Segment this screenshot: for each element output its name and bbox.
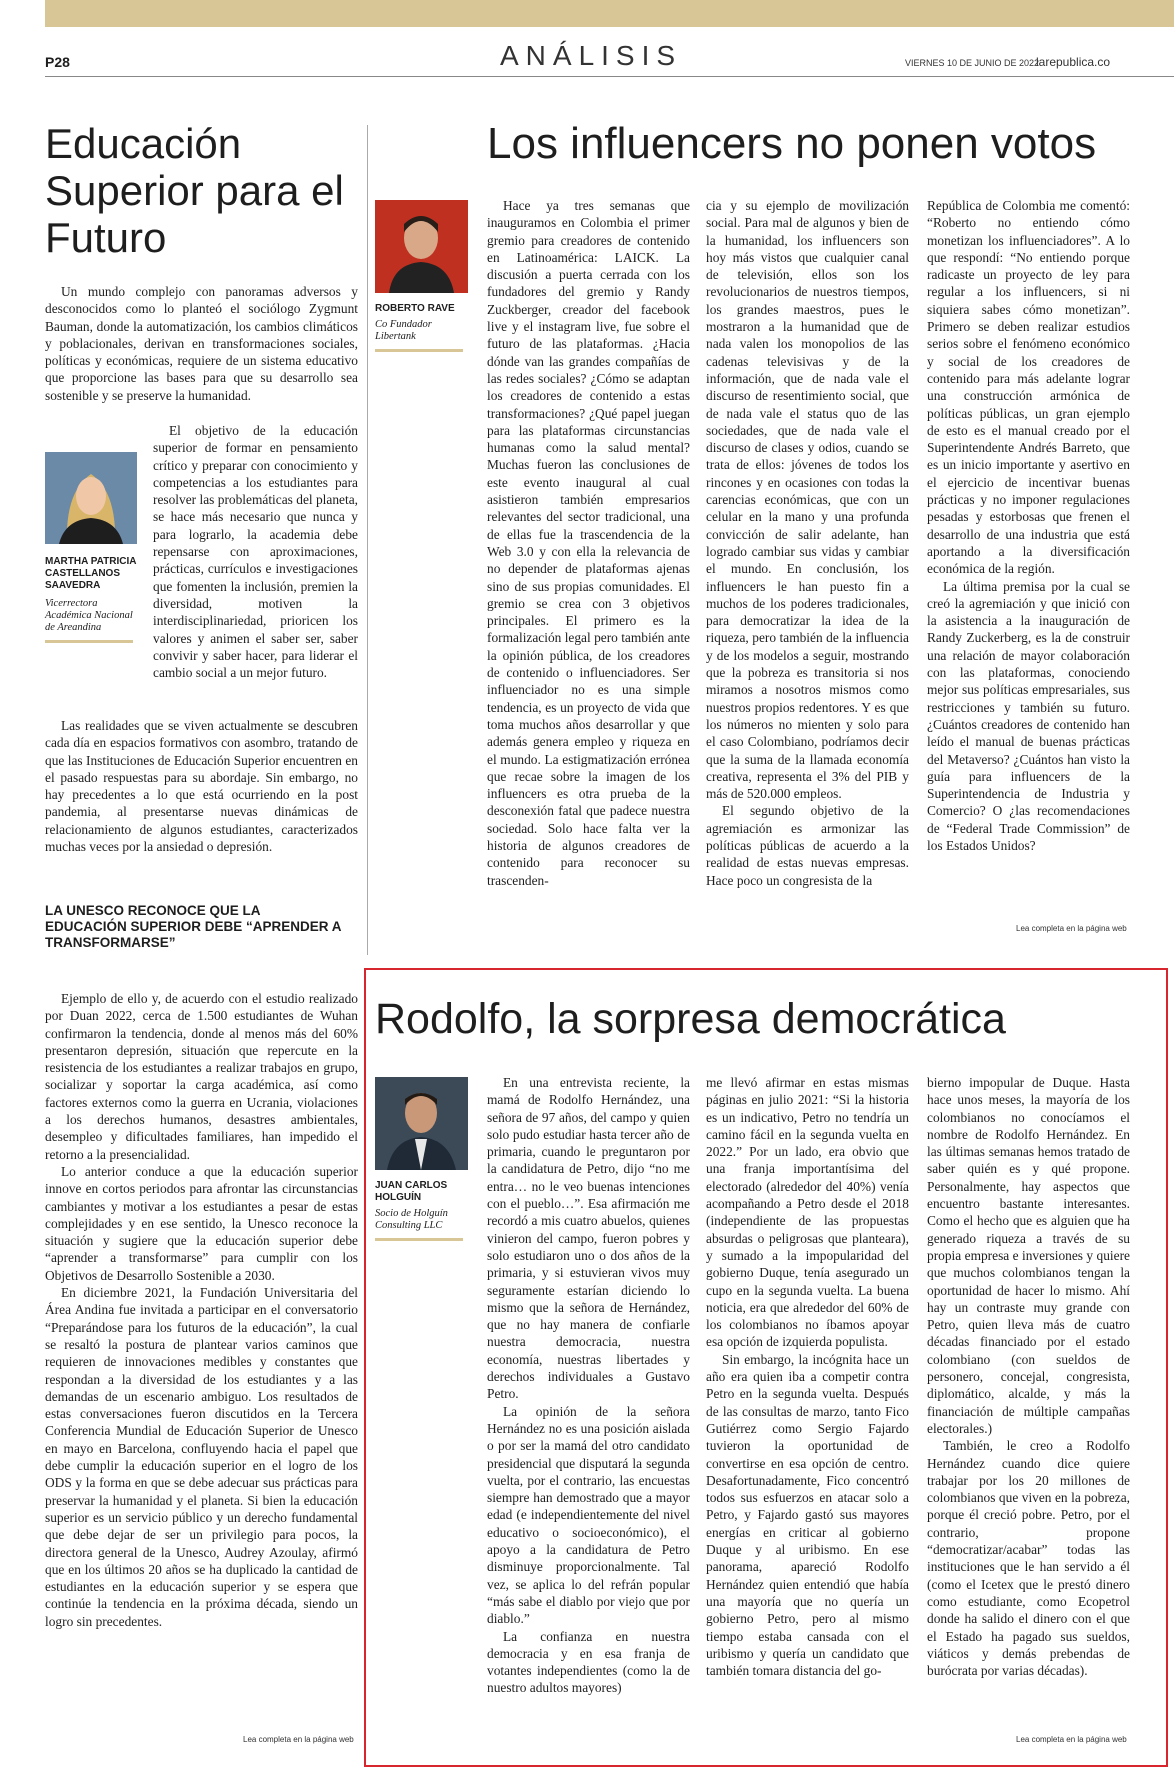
author-role: Vicerrectora Académica Nacional de Areandina [45, 598, 133, 633]
paragraph: Un mundo complejo con panoramas adversos y desconocidos como lo planteó el sociólogo Zygmunt Bauman, donde la automatización, los cambios climáticos y poblacionales, derivan en transformaciones sociales, políticas y económicas, requiere de un sistema educativo que proporcione las bases para que su desarrollo sea sostenible y se preserve la humanidad. [45, 284, 358, 403]
author-byline-roberto [375, 303, 470, 352]
paragraph: Sin embargo, la incógnita hace un año era quien iba a competir contra Petro en la segunda vuelta. Después de las consultas de marzo, tanto Fico Gutiérrez como Sergio Fajardo tuvieron la oportunidad de convertirse en esa opción de centro. Desafortunadamente, Fico concentró todos sus esfuerzos en atacar solo a Petro, y Fajardo gastó sus mayores energías en criticar al gobierno Duque y al uribismo. En ese panorama, apareció Rodolfo Hernández quien entendió que había una mayoría que no quería un gobierno Petro, pero al mismo tiempo estaba cansada con el uribismo y quería un candidato que también tomara distancia del go- [706, 1351, 909, 1679]
paragraph: La última premisa por la cual se creó la agremiación y que inició con la asistencia a la inauguración de Randy Zuckerberg, es la de construir una relación de mayor colaboración con las plataformas, conociendo mejor sus políticas empresariales, sus restricciones y también su futuro. ¿Cuántos creadores de contenido han leído el manual de buenas prácticas del Metaverso? ¿Cuántos han visto la guía para influencers de la Superintendencia de Industria y Comercio? O ¿las recomendaciones de “Federal Trade Commission” de los Estados Unidos? [927, 578, 1130, 853]
author-photo-martha [45, 452, 137, 544]
rodolfo-column-1 [487, 1074, 690, 1697]
read-more-link[interactable]: Lea completa en la página web [1016, 1735, 1127, 1744]
education-article-title: Educación Superior para el Futuro [45, 120, 344, 261]
paragraph: bierno impopular de Duque. Hasta hace unos meses, la mayoría de los colombianos no conocíamos el nombre de Rodolfo Hernández. En las últimas semanas hemos tratado de saber quién es y qué propone. Personalmente, hay aspectos que encuentro bastante interesantes. Como el hecho que es alguien que ha generado riqueza a través de su propia empresa e inversiones y quiere que muchos colombianos tengan la oportunidad de hacer lo mismo. Ahí hay un contraste muy grande con Petro, quien lleva más de cuatro décadas financiado por el estado colombiano (con sueldos de personero, concejal, congresista, diplomático, alcalde, y más la financiación de múltiple campañas electorales.) [927, 1075, 1130, 1436]
paragraph: También, le creo a Rodolfo Hernández cuando dice quiere trabajar por los 20 millones de colombianos que viven en la pobreza, porque él creció pobre. Petro, por el contrario, propone “democratizar/acabar” todas las instituciones que le han servido a él (como el Icetex que le prestó dinero como estudiante, como Ecopetrol donde ha salido el dinero con el que el Estado ha pagado sus sueldos, viáticos y demás prebendas de burócrata por varias décadas). [927, 1438, 1130, 1679]
author-role: Co Fundador Libertank [375, 319, 432, 342]
education-body-middle [153, 422, 358, 681]
paragraph: Lo anterior conduce a que la educación superior innove en cortos periodos para afrontar las circunstancias cambiantes y motivar a los estudiantes a pesar de estas complejidades y en ese sentido, la Unesco reconoce la situación y sugiere que la educación superior debe “aprender a transformarse” para cumplir con los Objetivos de Desarrollo Sostenible a 2030. [45, 1163, 358, 1283]
education-body-bottom [45, 990, 358, 1630]
portrait-man-icon [375, 200, 468, 293]
site-url[interactable]: larepublica.co [1036, 55, 1111, 69]
paragraph: Hace ya tres semanas que inauguramos en Colombia el primer gremio para creadores de contenido en Latinoamérica: LAICK. La discusión a puerta cerrada con los fundadores del gremio y Randy Zuckberger, creador del facebook live y el instagram live, fue sobre el futuro de las plataformas. ¿Hacia dónde van las grandes compañías de las redes sociales? ¿Cómo se adaptan los creadores de contenido a estas transformaciones? ¿Qué papel juegan para las plataformas circunstancias humanas como la salud mental? Muchas fueron las conclusiones de este evento inaugural al cual asistieron también empresarios relevantes del sector tradicional, una de ellas fue la trascendencia de la Web 3.0 y con ella la relevancia de no depender de plataformas ajenas sino de sus propias comunidades. El gremio se crea con 3 objetivos principales. El primero es la formalización legal pero también ante la opinión pública, de los creadores de contenido o influenciadores. Ser influenciador no es una simple tendencia, es un proyecto de vida que toma muchos años desarrollar y que además genera empleo y riqueza en el mundo. La estigmatización errónea que recae sobre la imagen de los influencers es otra prueba de la desconexión fatal que padece nuestra sociedad. Solo hace falta ver la historia de algunos creadores de contenido para reconocer su trascenden- [487, 198, 690, 888]
paragraph: En diciembre 2021, la Fundación Universitaria del Área Andina fue invitada a participar en el conversatorio “Preparándose para los futuros de la educación”, la cual se resaltó la postura de plantear varios caminos que requieren de innovaciones medibles y constantes que respondan a la diversidad de los estudiantes y a las demandas de un escenario ambiguo. Los resultados de estas conversaciones fueron discutidos en la Tercera Conferencia Mundial de Educación Superior de Unesco en mayo en Barcelona, confluyendo hacia el papel que debe cumplir la educación superior en el logro de los ODS y la forma en que se debe adecuar sus prácticas para preservar la humanidad y el planeta. Si bien la educación superior es un servicio público y un derecho fundamental que debe dejar de ser un privilegio para pocos, la directora general de la Unesco, Audrey Azoulay, afirmó que en los últimos 20 años se ha duplicado la cantidad de estudiantes en la educación superior y se espera que continúe la tendencia en la próxima década, siendo un logro sin precedentes. [45, 1285, 358, 1629]
read-more-link[interactable]: Lea completa en la página web [1016, 924, 1127, 933]
paragraph: Ejemplo de ello y, de acuerdo con el estudio realizado por Duan 2022, cerca de 1.500 estudiantes de Wuhan confirmaron la tendencia, donde al menos más del 60% presentaron depresión, situación que repercute en la resistencia de los estudiantes a realizar trabajos en grupo, socializar y soportar la carga académica, así como factores externos como la guerra en Ucrania, violaciones a los derechos humanos, desastres ambientales, desempleo y dificultades familiares, han impedido el retorno a la presencialidad. [45, 991, 358, 1162]
author-name: JUAN CARLOS HOLGUÍN [375, 1180, 448, 1203]
byline-accent [375, 349, 463, 352]
paragraph: El segundo objetivo de la agremiación es armonizar las políticas públicas de acuerdo a la realidad de estas nuevas empresas. Hace poco un congresista de la [706, 803, 909, 888]
influencers-article-title: Los influencers no ponen votos [487, 119, 1097, 168]
paragraph: República de Colombia me comentó: “Roberto no entiendo cómo monetizan los influenciadores”. A lo que respondí: “No entiendo porque radicaste un proyecto de ley para regular a los influencers, si ni siquiera sabes cómo monetizan”. Primero se deben realizar estudios serios sobre el fenómeno económico y social de los creadores de contenido para más adelante lograr una construcción armónica de políticas públicas, un gran ejemplo de esto es el manual creado por el Superintendente Andrés Barreto, que es un inicio importante y asertivo en el ejercicio de incentivar buenas prácticas y no imponer regulaciones pesadas y estorbosas que frenen el desarrollo de una industria que está aportando a la diversificación económica de la región. [927, 198, 1130, 577]
author-name: ROBERTO RAVE [375, 303, 455, 314]
author-byline-juan-carlos [375, 1180, 470, 1241]
author-name: MARTHA PATRICIA CASTELLANOS SAAVEDRA [45, 556, 137, 591]
influencers-column-1 [487, 197, 690, 889]
byline-accent [375, 1238, 463, 1241]
header-divider [45, 76, 1174, 77]
author-photo-juan-carlos [375, 1077, 468, 1170]
column-divider [367, 125, 368, 955]
read-more-link[interactable]: Lea completa en la página web [243, 1735, 354, 1744]
influencers-column-3 [927, 197, 1130, 854]
paragraph: La opinión de la señora Hernández no es una posición aislada o por ser la mamá del otro candidato presidencial que disputará la segunda vuelta, por el contrario, las encuestas siempre han demostrado que a mayor edad (e independientemente del nivel educativo o socioeconómico), el apoyo a la candidatura de Petro disminuye proporcionalmente. Tal vez, se aplica lo del refrán popular “más sabe el diablo por viejo que por diablo.” [487, 1403, 690, 1627]
paragraph: La confianza en nuestra democracia y en esa franja de votantes independientes (como la de nuestro adultos mayores) [487, 1628, 690, 1696]
byline-accent [45, 640, 133, 643]
paragraph: El objetivo de la educación superior de formar en pensamiento crítico y preparar con conocimiento y competencias a los estudiantes para resolver las problemáticas del planeta, se hace más necesario que nunca y para lograrlo, la academia debe repensarse con aproximaciones, prácticas, currículos e investigaciones que fomenten la inclusión, premien la diversidad, motiven la interdisciplinariedad, prioricen los valores y animen el saber ser, saber convivir y saber hacer, para liderar el cambio social a un mejor futuro. [153, 423, 358, 681]
issue-date: VIERNES 10 DE JUNIO DE 2022 [905, 58, 1040, 68]
portrait-man-suit-icon [375, 1077, 468, 1170]
author-photo-roberto [375, 200, 468, 293]
paragraph: En una entrevista reciente, la mamá de Rodolfo Hernández, una señora de 97 años, del campo y quien solo pudo estudiar hasta tercer año de primaria, cuando le preguntaron por la candidatura de Petro, dijo “no me entra… no le veo buenas intenciones con el pueblo…”. Esa afirmación me recordó a mis cuatro abuelos, quienes vinieron del campo, fueron pobres y solo estudiaron uno o dos años de la primaria, y si estuvieran vivos muy seguramente estarían diciendo lo mismo que la señora de Hernández, que no hay manera de confiarle nuestra democracia, nuestra economía, nuestras libertades y derechos individuales a Gustavo Petro. [487, 1075, 690, 1402]
rodolfo-article-title: Rodolfo, la sorpresa democrática [375, 995, 1006, 1043]
section-title: ANÁLISIS [500, 40, 683, 71]
education-body-lower [45, 717, 358, 855]
page-number: P28 [45, 54, 70, 70]
influencers-column-2 [706, 197, 909, 889]
paragraph: cia y su ejemplo de movilización social. Para mal de algunos y bien de la humanidad, los influencers son hoy más vistos que cualquier canal de televisión, ellos son los revolucionarios de nuestros tiempos, los grandes maestros, pues le mostraron a la humanidad que de nada valen los monopolios de las cadenas televisivas y de la información, que de nada vale el discurso de resentimiento social, que de nada vale el status quo de las sociedades, que de nada vale el discurso de clases y odios, cuando se trata de ellos: jóvenes de todos los rincones y en ocasiones con todas la carencias económicas, que con un celular en la mano y una profunda convicción de salir adelante, han logrado cambiar sus vidas y cambiar el mundo. En conclusión, los influencers le han puesto fin a muchos de los poderes tradicionales, para democratizar la idea de la riqueza, pero también de la influencia y de los modelos a seguir, mostrando que la pobreza es transitoria si nos miramos a nosotros mismos como nuestros propios redentores. Y es que los números no mienten y solo para el caso Colombiano, podríamos decir que la suma de la llamada economía creativa, representa el 3% del PIB y más de 520.000 empleos. [706, 198, 909, 802]
rodolfo-column-3 [927, 1074, 1130, 1679]
rodolfo-column-2 [706, 1074, 909, 1679]
education-subhead: LA UNESCO RECONOCE QUE LA EDUCACIÓN SUPERIOR DEBE “APRENDER A TRANSFORMARSE” [45, 903, 342, 950]
paragraph: me llevó afirmar en estas mismas páginas en julio 2021: “Si la historia es un indicativo, Petro no tendría un camino fácil en la segunda vuelta en 2022.” Por un lado, era obvio que una franja importantísima del electorado (alrededor del 40%) venía acompañando a Petro desde el 2018 (independiente de las propuestas absurdas o peligrosas que planteara), y sumado a la impopularidad del gobierno Duque, tenía asegurado un cupo en la segunda vuelta. La buena noticia, era que alrededor del 60% de los colombianos no íbamos apoyar esa opción de izquierda populista. [706, 1075, 909, 1350]
portrait-woman-icon [45, 452, 137, 544]
author-byline-martha [45, 556, 137, 643]
top-accent-bar [45, 0, 1174, 27]
paragraph: Las realidades que se viven actualmente se descubren cada día en espacios formativos con asombro, tratando de que las Instituciones de Educación Superior encuentren en el pasado respuestas para su abordaje. Sin embargo, no hay precedentes a lo que está ocurriendo en la post pandemia, al presentarse nuevas dinámicas de relacionamiento de algunos estudiantes, caracterizados muchas veces por la ansiedad o depresión. [45, 718, 358, 855]
author-role: Socio de Holguín Consulting LLC [375, 1208, 448, 1231]
education-body-top [45, 283, 358, 404]
